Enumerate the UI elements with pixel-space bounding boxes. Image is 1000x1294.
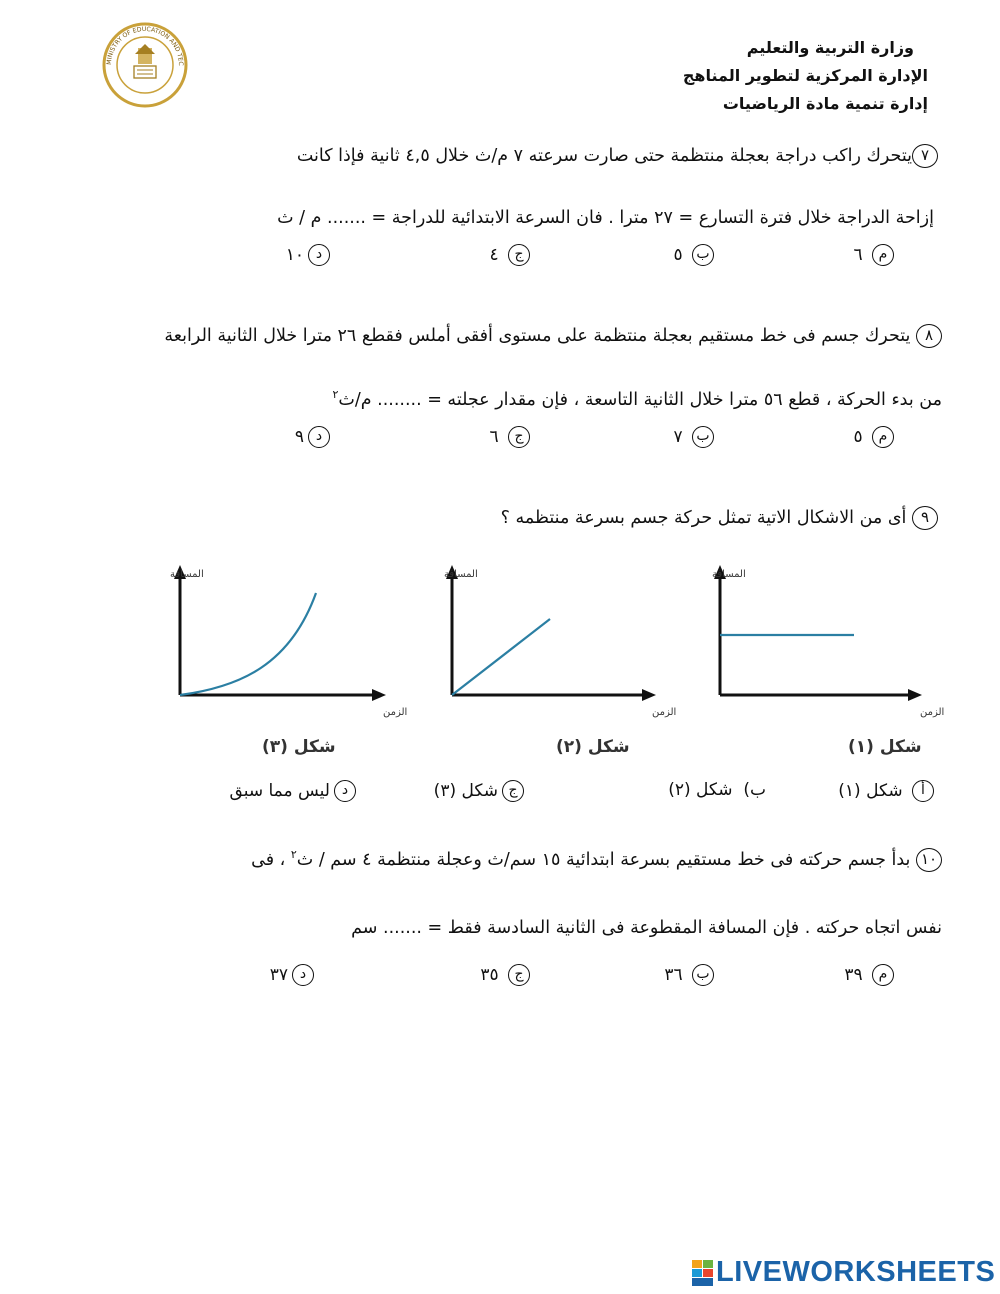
q9-graphs [0,555,1000,765]
question-9-text: أى من الاشكال الاتية تمثل حركة جسم بسرعة منتظمه ؟ [500,508,907,528]
graph-2-line [452,619,550,695]
question-7-line2: إزاحة الدراجة خلال فترة التسارع = ٢٧ مترا . فان السرعة الابتدائية للدراجة = ....... م / ث [277,208,934,228]
question-10-line2: نفس اتجاه حركته . فإن المسافة المقطوعة فى الثانية السادسة فقط = ....... سم [351,918,942,938]
option-letter: م [872,244,894,266]
q8-option-c[interactable]: ج ٦ [489,426,530,448]
graph-1 [712,565,944,718]
ministry-seal-logo [102,22,188,108]
q9-option-a[interactable]: أ شكل (١) [838,780,934,802]
q10-option-c[interactable]: ج ٣٥ [480,964,530,986]
liveworksheets-logo [692,1256,995,1289]
question-8-line1 [164,324,942,348]
option-letter: د [308,426,330,448]
question-8-number: ٨ [916,324,942,348]
option-letter: ب [692,964,714,986]
question-8-line2: من بدء الحركة ، قطع ٥٦ مترا خلال الثانية التاسعة ، فإن مقدار عجلته = ........ م/ث$^٢$ [332,388,942,410]
q7-option-a[interactable]: م ٦ [853,244,894,266]
q9-option-d[interactable]: دليس مما سبق [230,780,356,802]
graph-3-caption: شكل (٣) [262,737,336,757]
q8-option-d[interactable]: د٩ [295,426,330,448]
option-letter: ب [749,780,766,800]
question-9-number: ٩ [912,506,938,530]
graph-2 [444,565,676,718]
graph-3-curve [180,593,316,695]
q9-option-c[interactable]: جشكل (٣) [434,780,524,802]
option-letter: ج [502,780,524,802]
graph-2-xlabel: الزمن [652,707,677,718]
graph-2-ylabel: المسافة [444,569,478,580]
option-letter: ج [508,426,530,448]
graph-3-xlabel: الزمن [383,707,408,718]
option-letter: أ [912,780,934,802]
header-ministry: وزارة التربية والتعليم [746,38,914,57]
option-letter: ب [692,426,714,448]
question-7-number: ٧ [912,144,938,168]
header-central-admin: الإدارة المركزية لتطوير المناهج [682,66,928,85]
liveworksheets-icon [692,1260,714,1286]
question-10-line1: ١٠ بدأ جسم حركته فى خط مستقيم بسرعة ابتدائية ١٥ سم/ث وعجلة منتظمة ٤ سم / ث$^٢$ ، فى [251,848,942,872]
brand-name: LIVEWORKSHEETS [716,1256,996,1288]
option-letter: م [872,964,894,986]
graph-2-caption: شكل (٢) [556,737,630,757]
option-letter: ب [692,244,714,266]
q8-option-b[interactable]: ب ٧ [673,426,714,448]
q9-option-b[interactable]: ب) شكل (٢) [668,780,766,800]
q10-option-a[interactable]: م ٣٩ [844,964,894,986]
graph-3 [170,565,407,718]
question-10-number: ١٠ [916,848,942,872]
header-math-dept: إدارة تنمية مادة الرياضيات [722,94,928,113]
q10-option-d[interactable]: د٣٧ [270,964,314,986]
q7-option-b[interactable]: ب ٥ [673,244,714,266]
option-letter: د [334,780,356,802]
graph-1-xlabel: الزمن [920,707,945,718]
option-letter: ج [508,244,530,266]
q7-option-d[interactable]: د١٠ [286,244,330,266]
q7-option-c[interactable]: ج ٤ [489,244,530,266]
q8-option-a[interactable]: م ٥ [853,426,894,448]
graph-3-ylabel: المسافة [170,569,204,580]
graph-1-ylabel: المسافة [712,569,746,580]
option-letter: د [292,964,314,986]
svg-text:MINISTRY OF EDUCATION AND TECH: MINISTRY OF EDUCATION AND TEC [105,25,185,66]
question-7-text: يتحرك راكب دراجة بعجلة منتظمة حتى صارت سرعته ٧ م/ث خلال ٤,٥ ثانية فإذا كانت [296,146,912,166]
question-7-line1 [297,144,938,168]
graph-1-caption: شكل (١) [848,737,922,757]
option-letter: ج [508,964,530,986]
option-letter: م [872,426,894,448]
q10-option-b[interactable]: ب ٣٦ [664,964,714,986]
question-8-text: يتحرك جسم فى خط مستقيم بعجلة منتظمة على مستوى أفقى أملس فقطع ٢٦ مترا خلال الثانية الرابعة [164,326,911,346]
question-9-line1 [501,506,938,530]
option-letter: د [308,244,330,266]
